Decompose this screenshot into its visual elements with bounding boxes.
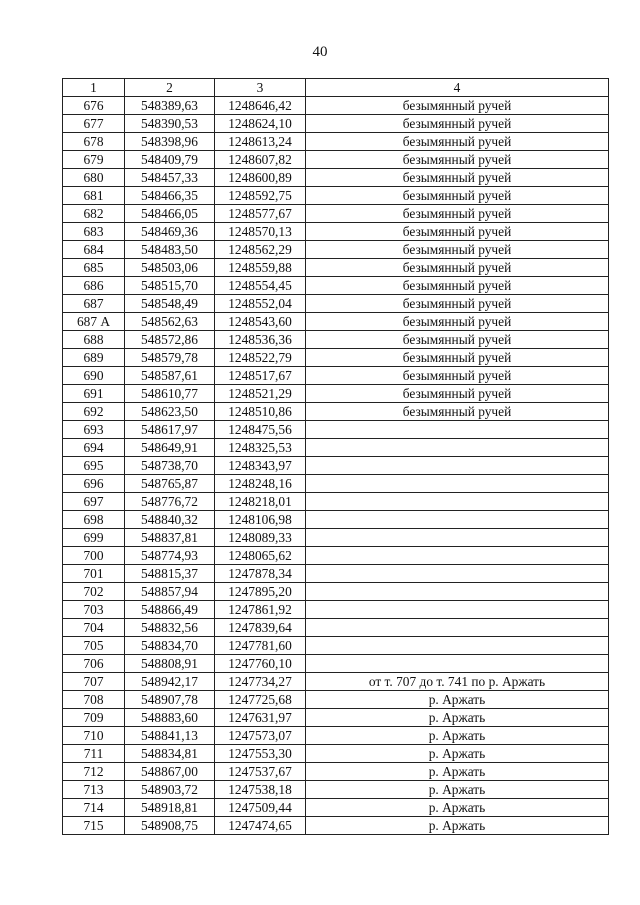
x-coordinate-cell: 548808,91 [125, 655, 215, 673]
description-cell: безымянный ручей [306, 331, 609, 349]
y-coordinate-cell: 1247553,30 [215, 745, 306, 763]
x-coordinate-cell: 548883,60 [125, 709, 215, 727]
x-coordinate-cell: 548623,50 [125, 403, 215, 421]
y-coordinate-cell: 1248646,42 [215, 97, 306, 115]
table-row [63, 457, 609, 475]
description-cell [306, 475, 609, 493]
point-number-cell: 679 [63, 151, 125, 169]
description-cell: безымянный ручей [306, 349, 609, 367]
x-coordinate-cell: 548457,33 [125, 169, 215, 187]
y-coordinate-cell: 1248570,13 [215, 223, 306, 241]
column-header: 3 [215, 79, 306, 97]
y-coordinate-cell: 1248089,33 [215, 529, 306, 547]
point-number-cell: 698 [63, 511, 125, 529]
point-number-cell: 701 [63, 565, 125, 583]
description-cell [306, 565, 609, 583]
y-coordinate-cell: 1248536,36 [215, 331, 306, 349]
table-row [63, 511, 609, 529]
point-number-cell: 677 [63, 115, 125, 133]
y-coordinate-cell: 1248521,29 [215, 385, 306, 403]
y-coordinate-cell: 1248517,67 [215, 367, 306, 385]
x-coordinate-cell: 548389,63 [125, 97, 215, 115]
point-number-cell: 691 [63, 385, 125, 403]
description-cell: безымянный ручей [306, 115, 609, 133]
point-number-cell: 706 [63, 655, 125, 673]
column-header: 1 [63, 79, 125, 97]
point-number-cell: 708 [63, 691, 125, 709]
description-cell: р. Аржать [306, 763, 609, 781]
point-number-cell: 715 [63, 817, 125, 835]
x-coordinate-cell: 548765,87 [125, 475, 215, 493]
point-number-cell: 676 [63, 97, 125, 115]
table-row [63, 493, 609, 511]
x-coordinate-cell: 548483,50 [125, 241, 215, 259]
y-coordinate-cell: 1248624,10 [215, 115, 306, 133]
x-coordinate-cell: 548840,32 [125, 511, 215, 529]
point-number-cell: 684 [63, 241, 125, 259]
point-number-cell: 702 [63, 583, 125, 601]
point-number-cell: 689 [63, 349, 125, 367]
table-row [63, 115, 609, 133]
point-number-cell: 688 [63, 331, 125, 349]
description-cell: безымянный ручей [306, 205, 609, 223]
table-row [63, 367, 609, 385]
point-number-cell: 693 [63, 421, 125, 439]
y-coordinate-cell: 1248559,88 [215, 259, 306, 277]
table-row [63, 673, 609, 691]
table-row [63, 205, 609, 223]
x-coordinate-cell: 548579,78 [125, 349, 215, 367]
table-row [63, 475, 609, 493]
x-coordinate-cell: 548857,94 [125, 583, 215, 601]
x-coordinate-cell: 548617,97 [125, 421, 215, 439]
point-number-cell: 687 [63, 295, 125, 313]
y-coordinate-cell: 1248248,16 [215, 475, 306, 493]
point-number-cell: 709 [63, 709, 125, 727]
point-number-cell: 703 [63, 601, 125, 619]
y-coordinate-cell: 1247573,07 [215, 727, 306, 745]
table-row [63, 637, 609, 655]
x-coordinate-cell: 548572,86 [125, 331, 215, 349]
table-row [63, 727, 609, 745]
table-row [63, 781, 609, 799]
table-row [63, 655, 609, 673]
x-coordinate-cell: 548398,96 [125, 133, 215, 151]
description-cell [306, 439, 609, 457]
y-coordinate-cell: 1247781,60 [215, 637, 306, 655]
x-coordinate-cell: 548738,70 [125, 457, 215, 475]
table-row [63, 619, 609, 637]
description-cell: безымянный ручей [306, 277, 609, 295]
point-number-cell: 687 А [63, 313, 125, 331]
point-number-cell: 696 [63, 475, 125, 493]
point-number-cell: 680 [63, 169, 125, 187]
description-cell: безымянный ручей [306, 241, 609, 259]
y-coordinate-cell: 1247878,34 [215, 565, 306, 583]
table-row [63, 241, 609, 259]
y-coordinate-cell: 1247509,44 [215, 799, 306, 817]
point-number-cell: 712 [63, 763, 125, 781]
table-row [63, 313, 609, 331]
y-coordinate-cell: 1248065,62 [215, 547, 306, 565]
x-coordinate-cell: 548834,81 [125, 745, 215, 763]
x-coordinate-cell: 548776,72 [125, 493, 215, 511]
y-coordinate-cell: 1248607,82 [215, 151, 306, 169]
description-cell [306, 583, 609, 601]
point-number-cell: 685 [63, 259, 125, 277]
table-row [63, 421, 609, 439]
x-coordinate-cell: 548548,49 [125, 295, 215, 313]
y-coordinate-cell: 1248475,56 [215, 421, 306, 439]
y-coordinate-cell: 1248106,98 [215, 511, 306, 529]
point-number-cell: 711 [63, 745, 125, 763]
table-row [63, 745, 609, 763]
description-cell [306, 529, 609, 547]
point-number-cell: 713 [63, 781, 125, 799]
point-number-cell: 695 [63, 457, 125, 475]
y-coordinate-cell: 1248552,04 [215, 295, 306, 313]
x-coordinate-cell: 548515,70 [125, 277, 215, 295]
description-cell: р. Аржать [306, 799, 609, 817]
x-coordinate-cell: 548841,13 [125, 727, 215, 745]
table-row [63, 601, 609, 619]
x-coordinate-cell: 548907,78 [125, 691, 215, 709]
description-cell: безымянный ручей [306, 223, 609, 241]
x-coordinate-cell: 548469,36 [125, 223, 215, 241]
column-header: 2 [125, 79, 215, 97]
description-cell: безымянный ручей [306, 295, 609, 313]
table-row [63, 547, 609, 565]
x-coordinate-cell: 548587,61 [125, 367, 215, 385]
y-coordinate-cell: 1248510,86 [215, 403, 306, 421]
description-cell: р. Аржать [306, 691, 609, 709]
point-number-cell: 704 [63, 619, 125, 637]
table-row [63, 259, 609, 277]
description-cell: от т. 707 до т. 741 по р. Аржать [306, 673, 609, 691]
y-coordinate-cell: 1248218,01 [215, 493, 306, 511]
x-coordinate-cell: 548837,81 [125, 529, 215, 547]
x-coordinate-cell: 548390,53 [125, 115, 215, 133]
y-coordinate-cell: 1247725,68 [215, 691, 306, 709]
point-number-cell: 694 [63, 439, 125, 457]
description-cell: р. Аржать [306, 817, 609, 835]
table-header-row [63, 79, 609, 97]
table-row [63, 385, 609, 403]
table-row [63, 439, 609, 457]
y-coordinate-cell: 1248554,45 [215, 277, 306, 295]
description-cell: р. Аржать [306, 745, 609, 763]
x-coordinate-cell: 548649,91 [125, 439, 215, 457]
description-cell [306, 619, 609, 637]
description-cell: безымянный ручей [306, 367, 609, 385]
y-coordinate-cell: 1248613,24 [215, 133, 306, 151]
x-coordinate-cell: 548774,93 [125, 547, 215, 565]
x-coordinate-cell: 548942,17 [125, 673, 215, 691]
x-coordinate-cell: 548409,79 [125, 151, 215, 169]
x-coordinate-cell: 548834,70 [125, 637, 215, 655]
x-coordinate-cell: 548466,05 [125, 205, 215, 223]
description-cell: безымянный ручей [306, 187, 609, 205]
description-cell [306, 511, 609, 529]
point-number-cell: 682 [63, 205, 125, 223]
table-row [63, 763, 609, 781]
description-cell: р. Аржать [306, 709, 609, 727]
x-coordinate-cell: 548815,37 [125, 565, 215, 583]
x-coordinate-cell: 548832,56 [125, 619, 215, 637]
y-coordinate-cell: 1247538,18 [215, 781, 306, 799]
table-row [63, 97, 609, 115]
description-cell [306, 421, 609, 439]
description-cell: безымянный ручей [306, 385, 609, 403]
description-cell: р. Аржать [306, 727, 609, 745]
y-coordinate-cell: 1247861,92 [215, 601, 306, 619]
description-cell [306, 493, 609, 511]
table-row [63, 187, 609, 205]
table-row [63, 565, 609, 583]
page-number: 40 [312, 44, 328, 60]
table-row [63, 223, 609, 241]
table-row [63, 295, 609, 313]
x-coordinate-cell: 548562,63 [125, 313, 215, 331]
x-coordinate-cell: 548503,06 [125, 259, 215, 277]
y-coordinate-cell: 1247474,65 [215, 817, 306, 835]
y-coordinate-cell: 1248577,67 [215, 205, 306, 223]
point-number-cell: 707 [63, 673, 125, 691]
description-cell [306, 655, 609, 673]
x-coordinate-cell: 548918,81 [125, 799, 215, 817]
point-number-cell: 705 [63, 637, 125, 655]
point-number-cell: 692 [63, 403, 125, 421]
point-number-cell: 699 [63, 529, 125, 547]
y-coordinate-cell: 1248325,53 [215, 439, 306, 457]
table-row [63, 709, 609, 727]
description-cell: безымянный ручей [306, 97, 609, 115]
x-coordinate-cell: 548866,49 [125, 601, 215, 619]
y-coordinate-cell: 1247734,27 [215, 673, 306, 691]
table-row [63, 403, 609, 421]
point-number-cell: 714 [63, 799, 125, 817]
description-cell: безымянный ручей [306, 259, 609, 277]
y-coordinate-cell: 1247537,67 [215, 763, 306, 781]
description-cell [306, 637, 609, 655]
y-coordinate-cell: 1247760,10 [215, 655, 306, 673]
description-cell: безымянный ручей [306, 133, 609, 151]
y-coordinate-cell: 1248592,75 [215, 187, 306, 205]
description-cell: безымянный ручей [306, 313, 609, 331]
point-number-cell: 710 [63, 727, 125, 745]
description-cell [306, 547, 609, 565]
x-coordinate-cell: 548867,00 [125, 763, 215, 781]
point-number-cell: 681 [63, 187, 125, 205]
point-number-cell: 690 [63, 367, 125, 385]
description-cell: безымянный ручей [306, 403, 609, 421]
point-number-cell: 686 [63, 277, 125, 295]
table-row [63, 277, 609, 295]
table-row [63, 169, 609, 187]
y-coordinate-cell: 1248522,79 [215, 349, 306, 367]
coordinates-table [62, 78, 609, 835]
table-row [63, 133, 609, 151]
description-cell [306, 601, 609, 619]
y-coordinate-cell: 1247895,20 [215, 583, 306, 601]
table-body [63, 97, 609, 835]
table-row [63, 691, 609, 709]
y-coordinate-cell: 1248562,29 [215, 241, 306, 259]
x-coordinate-cell: 548466,35 [125, 187, 215, 205]
y-coordinate-cell: 1248343,97 [215, 457, 306, 475]
description-cell: р. Аржать [306, 781, 609, 799]
y-coordinate-cell: 1248543,60 [215, 313, 306, 331]
table-row [63, 817, 609, 835]
description-cell: безымянный ручей [306, 151, 609, 169]
point-number-cell: 700 [63, 547, 125, 565]
table-row [63, 151, 609, 169]
table-row [63, 331, 609, 349]
point-number-cell: 683 [63, 223, 125, 241]
description-cell: безымянный ручей [306, 169, 609, 187]
table-row [63, 583, 609, 601]
x-coordinate-cell: 548610,77 [125, 385, 215, 403]
table-row [63, 529, 609, 547]
point-number-cell: 697 [63, 493, 125, 511]
y-coordinate-cell: 1248600,89 [215, 169, 306, 187]
y-coordinate-cell: 1247631,97 [215, 709, 306, 727]
x-coordinate-cell: 548903,72 [125, 781, 215, 799]
table-row [63, 799, 609, 817]
y-coordinate-cell: 1247839,64 [215, 619, 306, 637]
column-header: 4 [306, 79, 609, 97]
x-coordinate-cell: 548908,75 [125, 817, 215, 835]
table-row [63, 349, 609, 367]
point-number-cell: 678 [63, 133, 125, 151]
description-cell [306, 457, 609, 475]
